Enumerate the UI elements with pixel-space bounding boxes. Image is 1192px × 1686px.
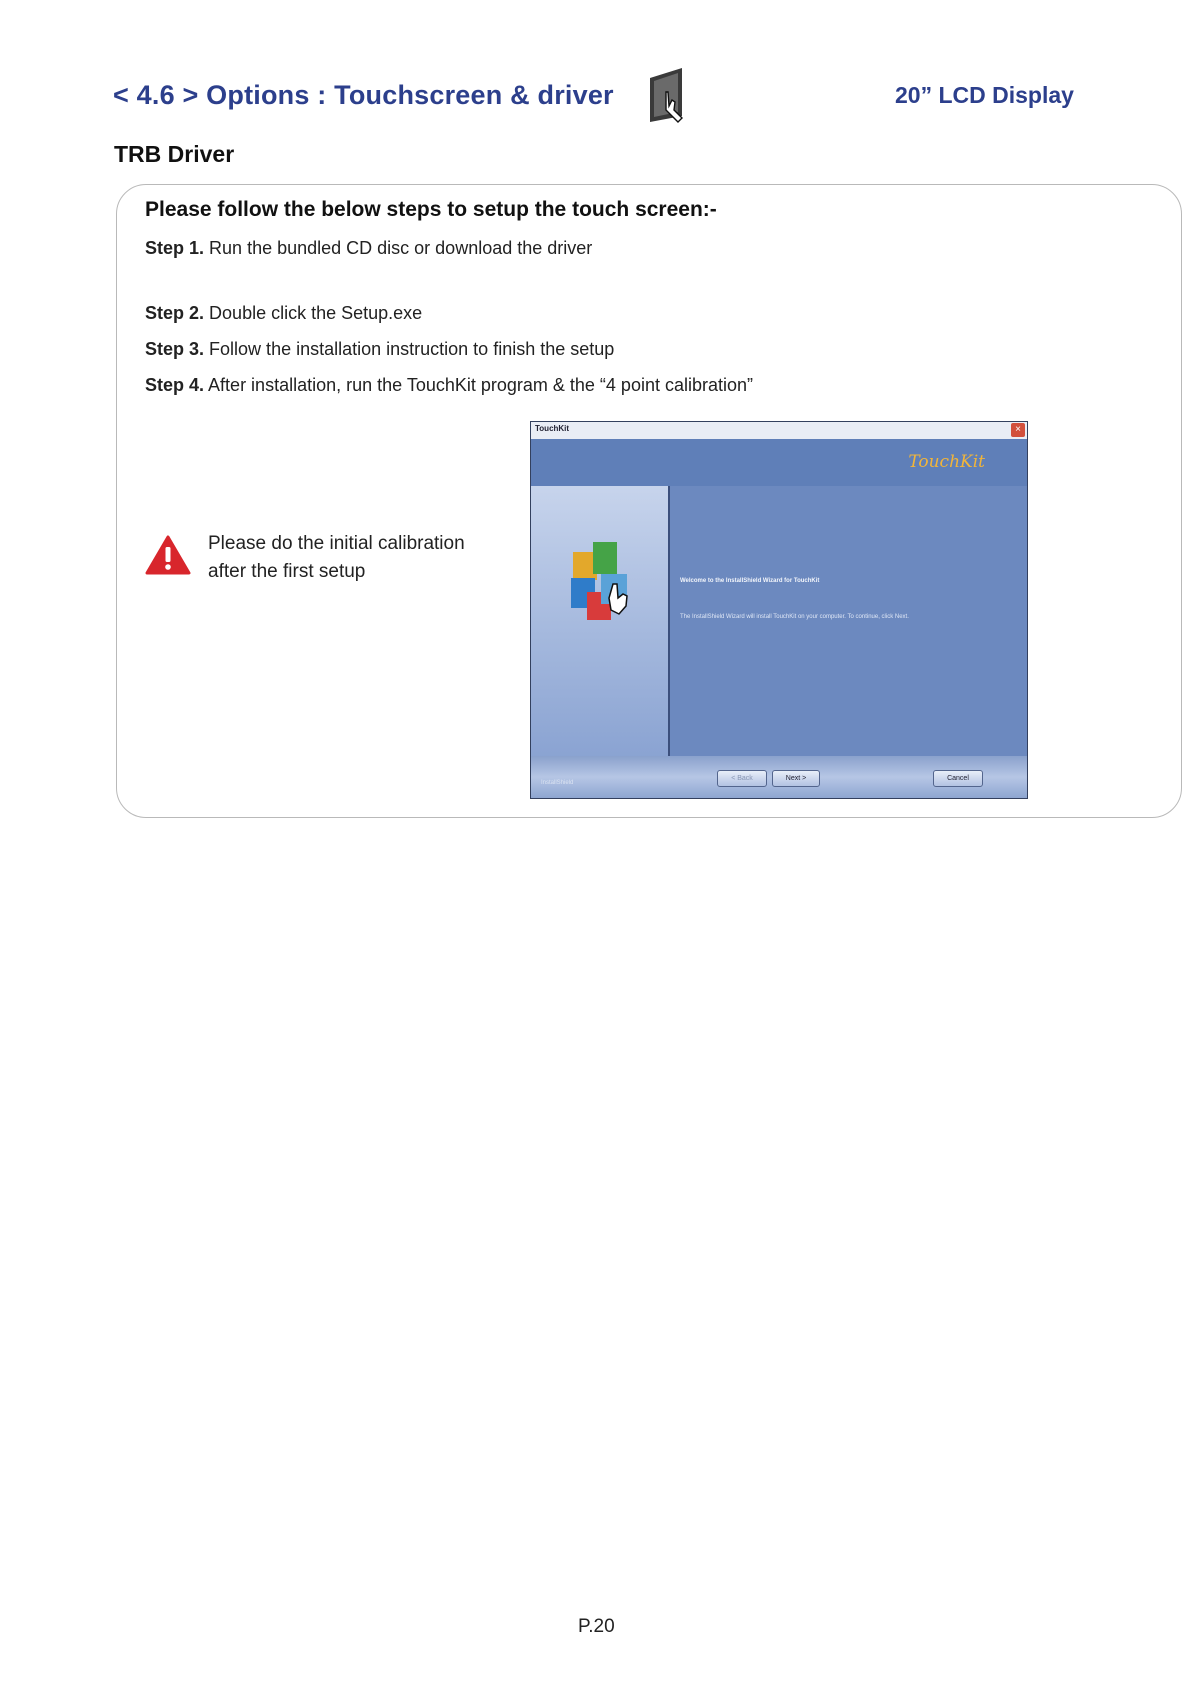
step-label: Step 3. [145, 339, 205, 359]
step-text: Double click the Setup.exe [209, 303, 423, 323]
step-1 [145, 238, 592, 259]
touchkit-installer-window [530, 421, 1028, 799]
cancel-button[interactable]: Cancel [933, 770, 983, 787]
next-button[interactable]: Next > [772, 770, 820, 787]
step-text: After installation, run the TouchKit program & the “4 point calibration” [208, 375, 754, 395]
touchkit-logo: TouchKit [908, 452, 985, 472]
step-text: Follow the installation instruction to finish the setup [209, 339, 615, 359]
step-label: Step 4. [145, 375, 205, 395]
installer-footer [531, 756, 1027, 798]
installer-footer-note: InstallShield [541, 780, 574, 786]
section-title: TRB Driver [114, 141, 235, 167]
window-title: TouchKit [535, 424, 570, 433]
product-label: 20” LCD Display [895, 82, 1074, 108]
instructions-intro: Please follow the below steps to setup the touch screen:- [145, 198, 717, 221]
back-button[interactable]: < Back [717, 770, 767, 787]
step-label: Step 2. [145, 303, 205, 323]
installer-welcome-text: Welcome to the InstallShield Wizard for TouchKit [680, 578, 820, 584]
step-4 [145, 375, 753, 396]
installer-description-text: The InstallShield Wizard will install TouchKit on your computer. To continue, click Next. [680, 614, 909, 620]
page-number: P.20 [578, 1616, 615, 1637]
installer-content [670, 486, 1027, 758]
step-2 [145, 303, 422, 324]
touchscreen-hand-icon [644, 66, 694, 124]
step-label: Step 1. [145, 238, 205, 258]
warning-icon [145, 535, 191, 575]
calibration-note-line-2: after the first setup [208, 561, 366, 582]
close-icon[interactable]: × [1011, 423, 1025, 437]
window-titlebar [531, 422, 1027, 439]
installer-side-panel [531, 486, 670, 758]
calibration-note-line-1: Please do the initial calibration [208, 533, 465, 554]
calibration-note [208, 530, 465, 586]
step-3 [145, 339, 614, 360]
page-title: < 4.6 > Options : Touchscreen & driver [113, 80, 614, 110]
step-text: Run the bundled CD disc or download the driver [209, 238, 593, 258]
touchkit-app-icon [565, 534, 641, 628]
